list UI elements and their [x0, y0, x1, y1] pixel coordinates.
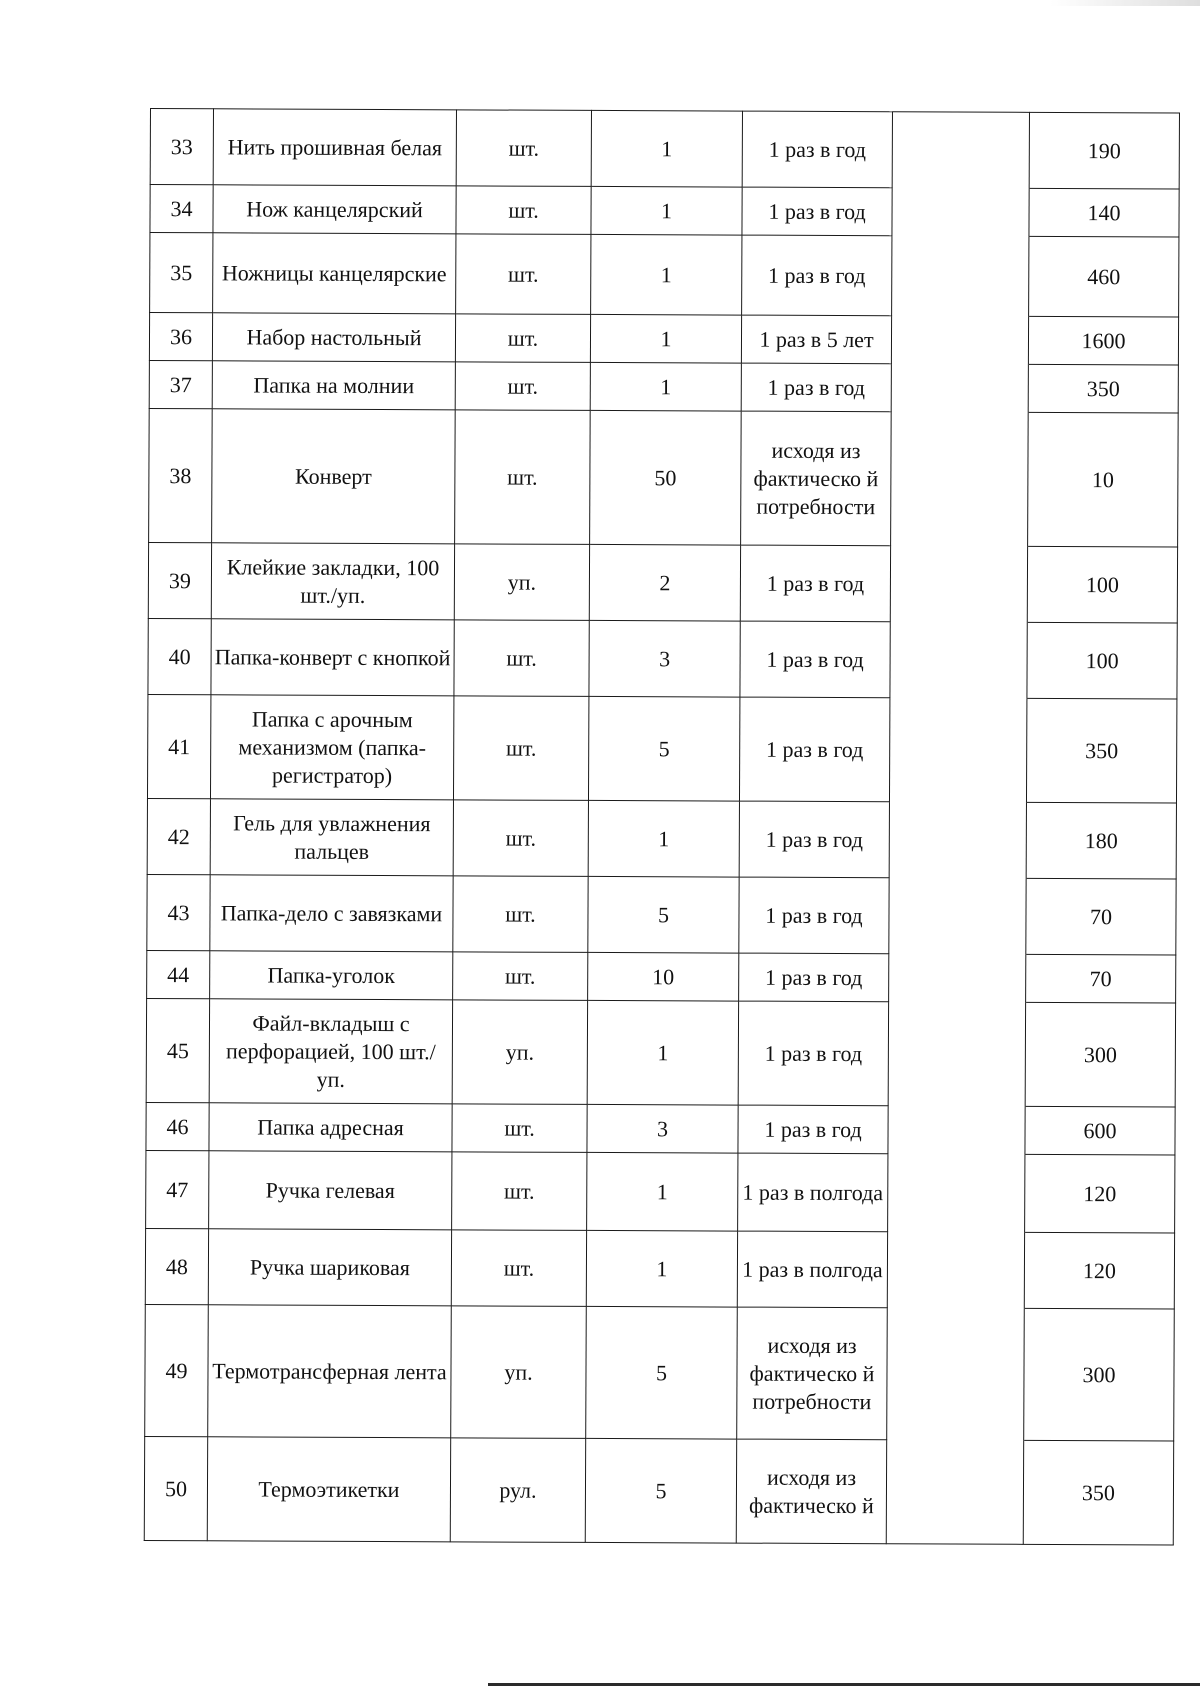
item-frequency: 1 раз в год [740, 621, 890, 698]
item-frequency: 1 раз в год [742, 187, 892, 236]
item-name: Конверт [212, 409, 456, 544]
item-name: Ручка шариковая [208, 1229, 451, 1306]
item-name: Папка с арочным механизмом (папка-регистратор) [210, 695, 453, 800]
supplies-table [144, 108, 1180, 1545]
item-unit: рул. [450, 1438, 585, 1543]
empty-column-cell [889, 698, 1026, 803]
table-row [147, 950, 1176, 1002]
item-quantity: 3 [587, 1104, 738, 1153]
item-price: 300 [1024, 1308, 1175, 1441]
table-row [145, 1304, 1175, 1440]
item-unit: шт. [455, 410, 591, 545]
item-name: Папка-уголок [210, 951, 453, 1000]
item-price: 100 [1027, 622, 1177, 699]
item-price: 140 [1029, 188, 1179, 237]
empty-column-cell [887, 1232, 1024, 1309]
item-name: Папка-дело с завязками [210, 875, 453, 952]
item-unit: уп. [452, 1000, 587, 1105]
item-quantity: 50 [590, 410, 742, 545]
item-name: Папка-конверт с кнопкой [211, 619, 454, 696]
item-quantity: 1 [590, 314, 741, 363]
row-number: 50 [144, 1436, 207, 1540]
item-price: 350 [1023, 1440, 1173, 1545]
row-number: 33 [150, 109, 213, 185]
item-name: Ручка гелевая [209, 1151, 452, 1230]
row-number: 45 [146, 998, 209, 1102]
row-number: 35 [150, 233, 213, 313]
item-price: 70 [1026, 878, 1176, 955]
item-frequency: 1 раз в полгода [738, 1153, 888, 1232]
item-unit: шт. [451, 1230, 586, 1307]
item-frequency: исходя из фактическо й потребности [741, 411, 892, 546]
item-unit: шт. [454, 620, 589, 697]
item-frequency: 1 раз в полгода [737, 1231, 887, 1308]
item-name: Нить прошивная белая [213, 109, 456, 186]
empty-column-cell [890, 622, 1027, 699]
item-price: 120 [1025, 1154, 1175, 1233]
table-row [149, 313, 1178, 365]
item-frequency: 1 раз в год [740, 545, 890, 622]
item-quantity: 5 [585, 1438, 736, 1543]
table-row [147, 694, 1176, 802]
table-row [148, 542, 1177, 622]
empty-column-cell [891, 364, 1028, 413]
item-name: Клейкие закладки, 100 шт./уп. [211, 543, 454, 620]
item-frequency: 1 раз в год [742, 235, 892, 316]
empty-column-cell [888, 1002, 1025, 1107]
row-number: 49 [145, 1304, 209, 1436]
table-row [146, 998, 1175, 1106]
item-unit: уп. [451, 1306, 587, 1439]
empty-column-cell [889, 878, 1026, 955]
item-name: Термоэтикетки [207, 1437, 450, 1542]
row-number: 40 [148, 618, 211, 694]
item-price: 10 [1028, 412, 1179, 547]
item-unit: шт. [456, 186, 591, 235]
table-row [147, 798, 1176, 878]
empty-column-cell [888, 1154, 1025, 1233]
item-price: 300 [1025, 1002, 1175, 1107]
empty-column-cell [889, 954, 1026, 1003]
item-frequency: исходя из фактическо й [736, 1439, 886, 1544]
item-quantity: 1 [588, 800, 739, 877]
item-quantity: 5 [588, 876, 739, 953]
row-number: 39 [148, 542, 211, 618]
scan-edge-line [488, 1683, 1200, 1686]
table-row [147, 874, 1176, 954]
supplies-table-sheet [144, 108, 1136, 1558]
item-price: 100 [1027, 546, 1177, 623]
item-unit: шт. [455, 362, 590, 411]
item-name: Папка на молнии [212, 361, 455, 410]
item-name: Нож канцелярский [213, 185, 456, 234]
item-price: 350 [1028, 364, 1178, 413]
item-unit: шт. [452, 1104, 587, 1153]
row-number: 34 [150, 185, 213, 233]
table-row [149, 408, 1179, 546]
item-frequency: 1 раз в год [739, 953, 889, 1002]
item-frequency: 1 раз в год [739, 877, 889, 954]
item-quantity: 1 [591, 186, 742, 235]
empty-column-cell [892, 236, 1029, 317]
table-row [150, 185, 1179, 237]
empty-column-cell [890, 546, 1027, 623]
item-price: 600 [1025, 1106, 1175, 1155]
empty-column-cell [889, 802, 1026, 879]
item-unit: шт. [453, 800, 588, 877]
item-price: 460 [1029, 236, 1179, 317]
item-unit: шт. [453, 952, 588, 1001]
table-row [146, 1102, 1175, 1154]
item-name: Набор настольный [212, 313, 455, 362]
table-row [145, 1228, 1174, 1308]
item-quantity: 1 [591, 110, 742, 187]
item-price: 180 [1026, 802, 1176, 879]
table-row [150, 233, 1179, 317]
empty-column-cell [887, 1308, 1025, 1441]
table-row [150, 109, 1179, 189]
item-frequency: 1 раз в год [738, 1105, 888, 1154]
item-unit: шт. [453, 876, 588, 953]
item-quantity: 2 [589, 544, 740, 621]
item-quantity: 1 [586, 1230, 737, 1307]
empty-column-cell [891, 412, 1029, 547]
empty-column-cell [888, 1106, 1025, 1155]
item-name: Папка адресная [209, 1103, 452, 1152]
item-quantity: 3 [589, 620, 740, 697]
item-price: 190 [1029, 112, 1179, 189]
item-name: Термотрансферная лента [208, 1305, 452, 1438]
item-unit: шт. [456, 234, 591, 315]
item-unit: шт. [456, 110, 591, 187]
item-name: Гель для увлажнения пальцев [210, 799, 453, 876]
row-number: 37 [149, 360, 212, 408]
item-price: 350 [1026, 698, 1176, 803]
row-number: 38 [149, 408, 213, 542]
row-number: 44 [147, 950, 210, 998]
item-frequency: 1 раз в год [739, 697, 889, 802]
item-quantity: 1 [591, 234, 742, 315]
item-frequency: 1 раз в год [742, 111, 892, 188]
item-frequency: 1 раз в 5 лет [741, 315, 891, 364]
empty-column-cell [891, 316, 1028, 365]
item-quantity: 10 [588, 952, 739, 1001]
item-quantity: 5 [586, 1306, 738, 1439]
row-number: 46 [146, 1102, 209, 1150]
table-row [149, 360, 1178, 412]
item-name: Файл-вкладыш с перфорацией, 100 шт./уп. [209, 999, 452, 1104]
item-frequency: 1 раз в год [739, 801, 889, 878]
empty-column-cell [892, 112, 1029, 189]
row-number: 43 [147, 874, 210, 950]
item-quantity: 1 [587, 1000, 738, 1105]
table-row [144, 1436, 1173, 1544]
item-price: 120 [1024, 1232, 1174, 1309]
row-number: 36 [149, 313, 212, 361]
item-quantity: 1 [590, 362, 741, 411]
row-number: 42 [147, 798, 210, 874]
table-row [148, 618, 1177, 698]
item-unit: шт. [453, 696, 588, 801]
row-number: 47 [146, 1150, 209, 1228]
item-quantity: 5 [588, 696, 739, 801]
item-quantity: 1 [587, 1152, 738, 1231]
empty-column-cell [892, 188, 1029, 237]
item-price: 1600 [1028, 316, 1178, 365]
item-frequency: 1 раз в год [738, 1001, 888, 1106]
item-name: Ножницы канцелярские [213, 233, 456, 314]
empty-column-cell [886, 1440, 1023, 1545]
item-unit: шт. [452, 1152, 587, 1231]
item-frequency: 1 раз в год [741, 363, 891, 412]
item-frequency: исходя из фактическо й потребности [737, 1307, 888, 1440]
item-price: 70 [1026, 954, 1176, 1003]
item-unit: уп. [454, 544, 589, 621]
row-number: 41 [147, 694, 210, 798]
table-row [146, 1150, 1175, 1232]
row-number: 48 [145, 1228, 208, 1304]
scan-artifact [1050, 0, 1200, 6]
item-unit: шт. [455, 314, 590, 363]
